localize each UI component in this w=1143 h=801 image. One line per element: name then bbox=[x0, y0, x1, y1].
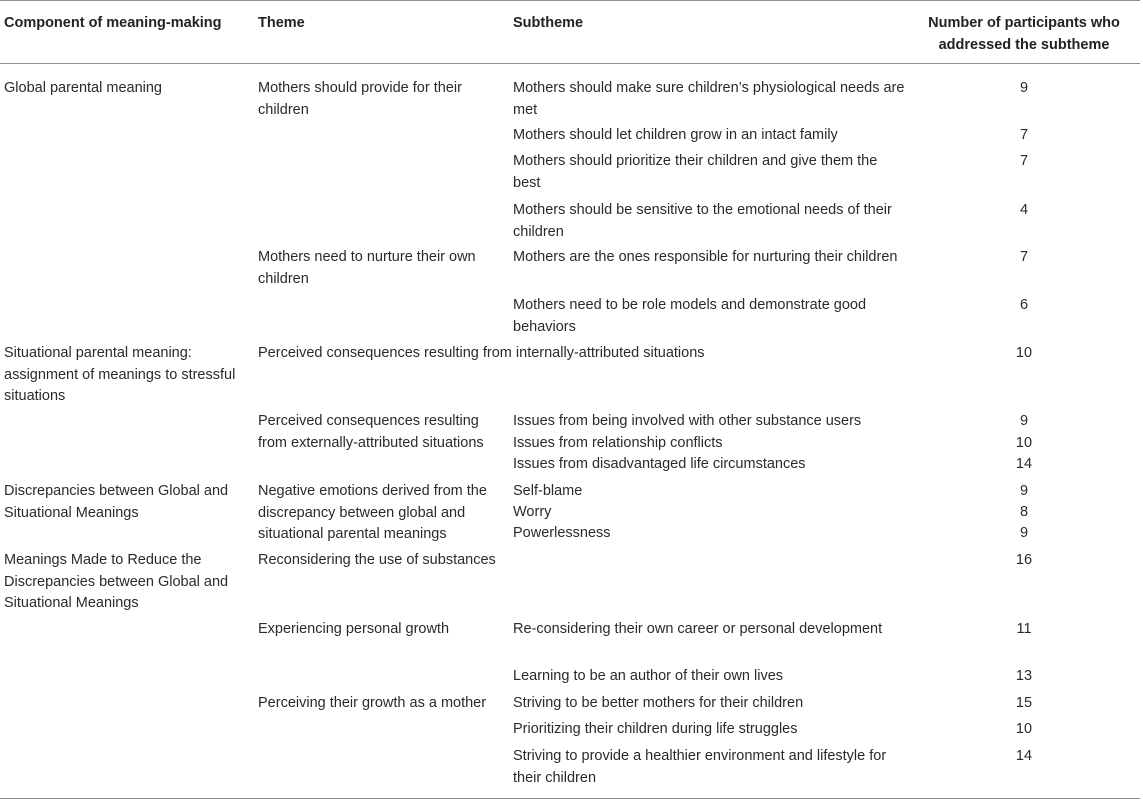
subtheme-cell: Issues from being involved with other substance users bbox=[513, 413, 862, 429]
subtheme-cell: Mothers should let children grow in an intact family bbox=[513, 127, 838, 143]
count-cell: 10 bbox=[1015, 721, 1033, 737]
theme-cell: Mothers should provide for their children bbox=[258, 80, 462, 118]
subtheme-cell: Issues from disadvantaged life circumstances bbox=[513, 456, 806, 472]
theme-cell: Perceived consequences resulting from internally-attributed situations bbox=[258, 345, 705, 361]
subtheme-cell: Mothers need to be role models and demonstrate good behaviors bbox=[513, 297, 867, 335]
count-cell: 11 bbox=[1016, 621, 1032, 637]
theme-cell: Perceived consequences resulting from externally-attributed situations bbox=[258, 413, 484, 451]
component-cell: Discrepancies between Global and Situational Meanings bbox=[4, 483, 229, 521]
count-cell: 4 bbox=[1019, 202, 1029, 218]
table-header bbox=[0, 1, 1140, 64]
subtheme-cell: Mothers are the ones responsible for nurturing their children bbox=[513, 249, 898, 265]
theme-cell: Negative emotions derived from the discrepancy between global and situational parental meanings bbox=[258, 483, 487, 542]
count-cell: 14 bbox=[1015, 748, 1033, 764]
count-cell: 7 bbox=[1019, 153, 1029, 169]
component-cell: Situational parental meaning: assignment of meanings to stressful situations bbox=[4, 345, 236, 404]
subtheme-cell: Mothers should make sure children’s physiological needs are met bbox=[513, 80, 905, 118]
subtheme-cell: Mothers should be sensitive to the emotional needs of their children bbox=[513, 202, 892, 240]
count-cell: 7 bbox=[1019, 249, 1029, 265]
header-component: Component of meaning-making bbox=[4, 15, 222, 31]
count-cell: 13 bbox=[1015, 668, 1033, 684]
count-cell: 6 bbox=[1019, 297, 1029, 313]
header-count: Number of participants who addressed the subtheme bbox=[928, 15, 1120, 53]
count-cell: 14 bbox=[1015, 456, 1033, 472]
subtheme-cell: Re-considering their own career or personal development bbox=[513, 621, 883, 637]
component-cell: Meanings Made to Reduce the Discrepancies between Global and Situational Meanings bbox=[4, 552, 229, 611]
count-cell: 10 bbox=[1015, 435, 1033, 451]
count-cell: 10 bbox=[1015, 345, 1033, 361]
theme-cell: Mothers need to nurture their own children bbox=[258, 249, 476, 287]
count-cell: 9 bbox=[1019, 525, 1029, 541]
subtheme-cell: Learning to be an author of their own lives bbox=[513, 668, 784, 684]
component-cell: Global parental meaning bbox=[4, 80, 162, 96]
count-cell: 9 bbox=[1019, 80, 1029, 96]
count-cell: 9 bbox=[1019, 413, 1029, 429]
subtheme-cell: Striving to provide a healthier environment and lifestyle for their children bbox=[513, 748, 887, 786]
subtheme-cell: Issues from relationship conflicts bbox=[513, 435, 723, 451]
subtheme-cell: Mothers should prioritize their children and give them the best bbox=[513, 153, 878, 191]
count-cell: 16 bbox=[1015, 552, 1033, 568]
count-cell: 8 bbox=[1019, 504, 1029, 520]
subtheme-cell: Striving to be better mothers for their children bbox=[513, 695, 804, 711]
subtheme-cell: Powerlessness bbox=[513, 525, 611, 541]
theme-cell: Perceiving their growth as a mother bbox=[258, 695, 487, 711]
subtheme-cell: Self-blame bbox=[513, 483, 583, 499]
header-subtheme: Subtheme bbox=[513, 15, 584, 31]
count-cell: 7 bbox=[1019, 127, 1029, 143]
header-theme: Theme bbox=[258, 15, 305, 31]
subtheme-cell: Worry bbox=[513, 504, 552, 520]
subtheme-cell: Prioritizing their children during life struggles bbox=[513, 721, 798, 737]
theme-cell: Experiencing personal growth bbox=[258, 621, 450, 637]
count-cell: 9 bbox=[1019, 483, 1029, 499]
count-cell: 15 bbox=[1015, 695, 1033, 711]
theme-cell: Reconsidering the use of substances bbox=[258, 552, 496, 568]
